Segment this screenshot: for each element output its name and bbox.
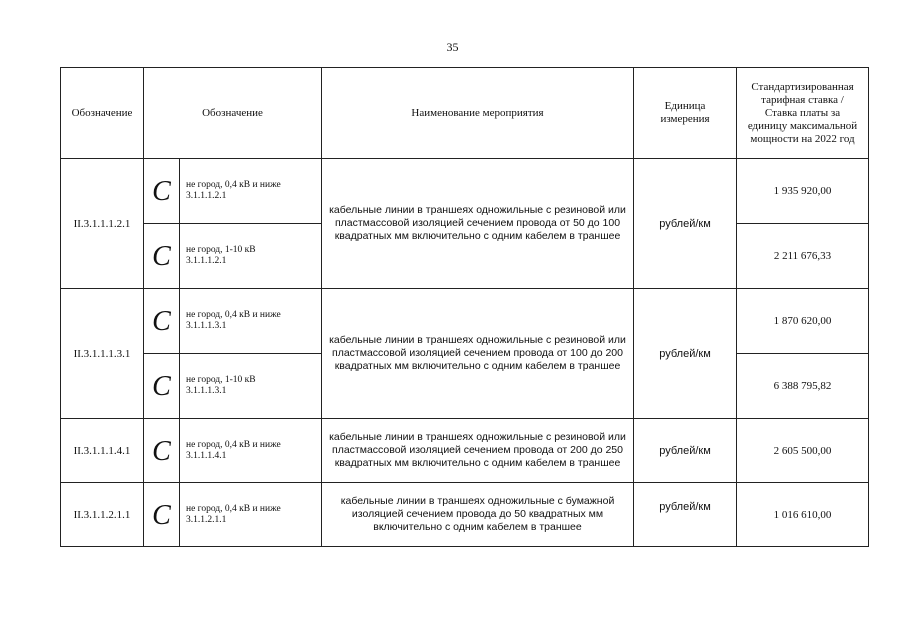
table-row	[61, 483, 869, 547]
symbol-c: C	[152, 241, 171, 272]
table-row	[61, 289, 869, 354]
symbol-c: C	[152, 499, 171, 531]
header-rate: Стандартизированная тарифная ставка / Ставка платы за единицу максимальной мощности на 2022 год	[737, 68, 869, 159]
unit-cell: рублей/км	[634, 419, 737, 483]
measure-name: кабельные линии в траншеях одножильные с бумажной изоляцией сечением провода до 50 квадратных мм включительно с одним кабелем в траншее	[322, 483, 634, 547]
row-code: II.3.1.1.2.1.1	[61, 483, 144, 547]
header-row	[61, 68, 869, 159]
table-row	[61, 159, 869, 224]
header-unit: Единица измерения	[634, 68, 737, 159]
rate-value: 1 870 620,00	[737, 289, 869, 354]
description-line: не город, 1-10 кВ	[186, 375, 256, 385]
description-line: не город, 1-10 кВ	[186, 245, 256, 255]
rate-value: 1 016 610,00	[737, 483, 869, 547]
unit-cell: рублей/км	[634, 159, 737, 289]
row-description	[180, 419, 322, 483]
symbol-c: C	[152, 176, 171, 207]
description-code: 3.1.1.1.2.1	[186, 256, 227, 266]
row-code: II.3.1.1.1.2.1	[61, 159, 144, 289]
symbol-cell	[144, 289, 180, 354]
description-line: не город, 0,4 кВ и ниже	[186, 503, 281, 514]
page-number: 35	[446, 40, 459, 54]
measure-name: кабельные линии в траншеях одножильные с резиновой или пластмассовой изоляцией сечением провода от 100 до 200 квадратных мм включительно с одним кабелем в траншее	[322, 289, 634, 419]
measure-name: кабельные линии в траншеях одножильные с резиновой или пластмассовой изоляцией сечением провода от 50 до 100 квадратных мм включительно с одним кабелем в траншее	[322, 159, 634, 289]
symbol-cell	[144, 483, 180, 547]
row-description	[180, 224, 322, 289]
description-code: 3.1.1.1.3.1	[186, 321, 227, 331]
row-description	[180, 289, 322, 354]
row-description	[180, 483, 322, 547]
symbol-cell	[144, 354, 180, 419]
symbol-cell	[144, 224, 180, 289]
measure-name: кабельные линии в траншеях одножильные с резиновой или пластмассовой изоляцией сечением провода от 200 до 250 квадратных мм включительно с одним кабелем в траншее	[322, 419, 634, 483]
row-code: II.3.1.1.1.3.1	[61, 289, 144, 419]
description-line: не город, 0,4 кВ и ниже	[186, 310, 281, 320]
description-code: 3.1.1.2.1.1	[186, 514, 227, 525]
table-row	[61, 419, 869, 483]
rate-value: 2 605 500,00	[737, 419, 869, 483]
row-description	[180, 159, 322, 224]
rate-value: 2 211 676,33	[737, 224, 869, 289]
description-line: не город, 0,4 кВ и ниже	[186, 439, 281, 450]
symbol-c: C	[152, 306, 171, 337]
header-measure-name: Наименование мероприятия	[322, 68, 634, 159]
header-designation-1: Обозначение	[61, 68, 144, 159]
symbol-cell	[144, 419, 180, 483]
description-code: 3.1.1.1.2.1	[186, 191, 227, 201]
header-designation-2: Обозначение	[144, 68, 322, 159]
symbol-cell	[144, 159, 180, 224]
description-line: не город, 0,4 кВ и ниже	[186, 180, 281, 190]
description-code: 3.1.1.1.3.1	[186, 386, 227, 396]
row-description	[180, 354, 322, 419]
tariff-table	[60, 67, 869, 547]
row-code: II.3.1.1.1.4.1	[61, 419, 144, 483]
description-code: 3.1.1.1.4.1	[186, 450, 227, 461]
unit-cell: рублей/км	[634, 483, 737, 547]
unit-cell: рублей/км	[634, 289, 737, 419]
rate-value: 6 388 795,82	[737, 354, 869, 419]
symbol-c: C	[152, 435, 171, 467]
symbol-c: C	[152, 371, 171, 402]
rate-value: 1 935 920,00	[737, 159, 869, 224]
